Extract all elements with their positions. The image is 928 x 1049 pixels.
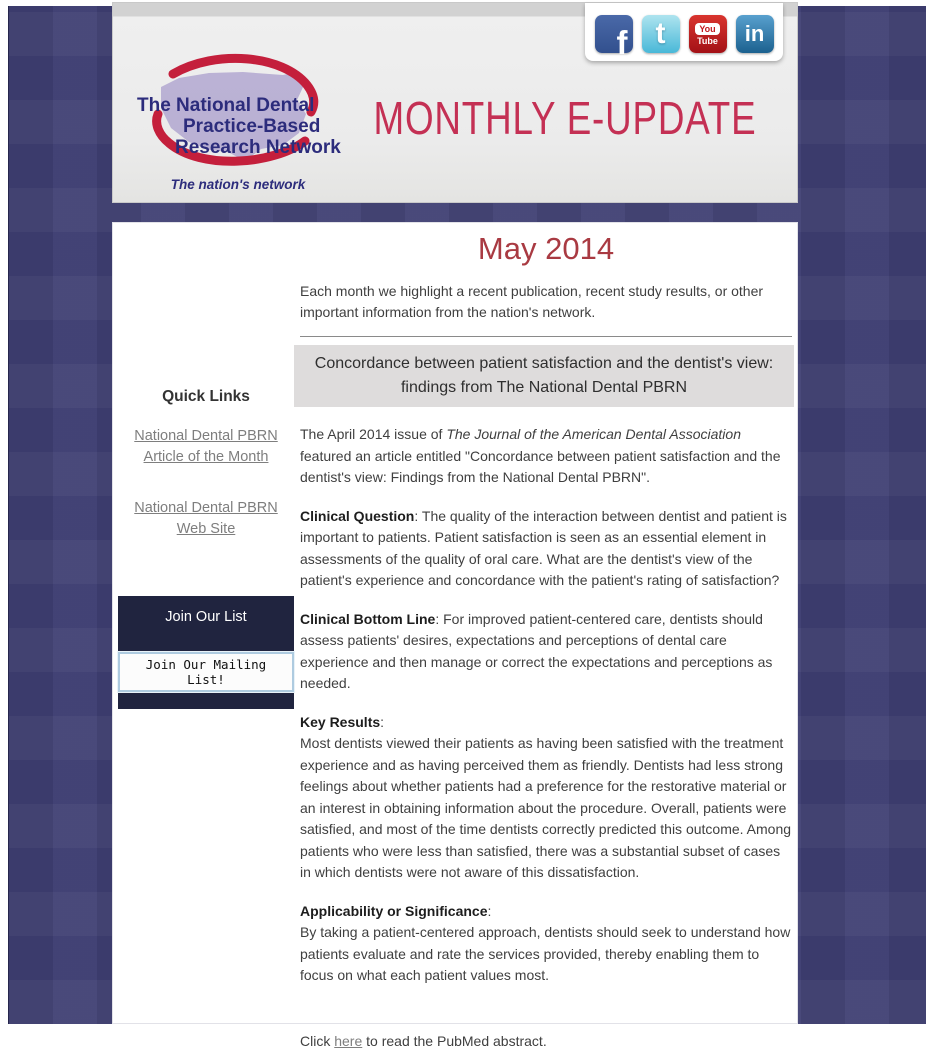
facebook-icon[interactable] [595,15,633,61]
join-list-title: Join Our List [165,609,247,625]
section-divider [300,336,792,337]
pubmed-here-link[interactable]: here [334,1032,363,1049]
twitter-icon[interactable] [642,15,680,53]
key-results-colon: : [380,713,385,730]
linkedin-glyph: in [744,21,765,46]
sidebar-link-line: Article of the Month [143,449,269,465]
pubmed-post: to read the PubMed abstract. [362,1032,547,1049]
youtube-glyph-top: You [695,23,719,35]
linkedin-icon[interactable] [736,15,774,53]
summary-lead: The April 2014 issue of [300,426,447,442]
sidebar-link-line: National Dental PBRN [134,500,278,516]
intro-paragraph: Each month we highlight a recent publication, recent study results, or other important information from the nation's network. [300,283,764,320]
logo-graphic [131,51,345,199]
sidebar [113,223,299,709]
pubmed-line [300,1033,792,1049]
applicability-colon: : [487,902,492,919]
key-results-text: Most dentists viewed their patients as having been satisfied with the treatment experience and as having perceived them as friendly. Dentists had less strong feelings about whether patients had a preference for the restorative material or an interest in obtaining information about the procedure. Overall, patients were satisfied, and most of the time dentists correctly predicted this outcome. Among patients who were less than satisfied, there was a substantial subset of cases in which dentists were not aware of this dissatisfaction. [300,735,792,880]
clinical-bottom-line-text: : For improved patient-centered care, dentists should assess patients' desires, expectations and perceptions of dental care experience and then manage or correct the expectations and perceptions as needed. [300,610,773,691]
newsletter-title: MONTHLY E-UPDATE [373,92,757,144]
article-title-banner [294,345,794,407]
join-mailing-list-button[interactable]: Join Our Mailing List! [118,652,294,692]
sidebar-link-article-of-month[interactable] [113,426,299,468]
newsletter-body [112,222,798,1049]
article-title-line1: Concordance between patient satisfaction and the dentist's view: [314,355,774,372]
logo-text-line3: Research Network [175,137,341,158]
pubmed-pre: Click [300,1032,335,1049]
journal-name: The Journal of the American Dental Association [446,426,741,442]
clinical-question-label: Clinical Question [300,507,415,524]
key-results-label: Key Results [300,713,381,730]
logo-text-line1: The National Dental [137,95,315,116]
sidebar-link-line: Web Site [176,521,236,537]
social-links-bar [585,3,783,61]
main-column [300,223,792,1049]
logo-text-line2: Practice-Based [183,116,321,137]
twitter-glyph: t [655,17,666,50]
clinical-bottom-line-label: Clinical Bottom Line [300,610,436,627]
applicability-heading [300,901,792,987]
key-results-heading [300,712,792,884]
article-summary-paragraph [300,424,792,489]
facebook-glyph: f [616,24,628,61]
issue-month-title: May 2014 [477,231,615,266]
sidebar-link-line: National Dental PBRN [134,428,278,444]
clinical-question-text: : The quality of the interaction between dentist and patient is important to patients. Patient satisfaction is seen as an essential element in assessments of the quality of oral care. What are the dentist's view of the patient's experience and concordance with the patient's rating of satisfaction? [300,507,787,588]
article-title-line2: findings from The National Dental PBRN [400,379,688,396]
newsletter-header [112,2,798,203]
quick-links-heading: Quick Links [162,388,250,405]
applicability-label: Applicability or Significance [300,902,488,919]
sidebar-link-website[interactable] [113,498,299,540]
applicability-text: By taking a patient-centered approach, dentists should seek to understand how patients evaluate and rate the services provided, thereby enabling them to focus on what each patient values most. [300,924,791,983]
clinical-question-paragraph [300,506,792,592]
youtube-icon[interactable] [689,15,727,53]
clinical-bottom-line-paragraph [300,609,792,695]
youtube-glyph-bottom: Tube [697,35,718,46]
network-logo [131,51,345,199]
summary-rest: featured an article entitled "Concordance between patient satisfaction and the dentist's view: Findings from the National Dental PBRN". [300,447,781,485]
logo-tagline: The nation's network [170,177,306,192]
join-list-box [118,596,294,709]
